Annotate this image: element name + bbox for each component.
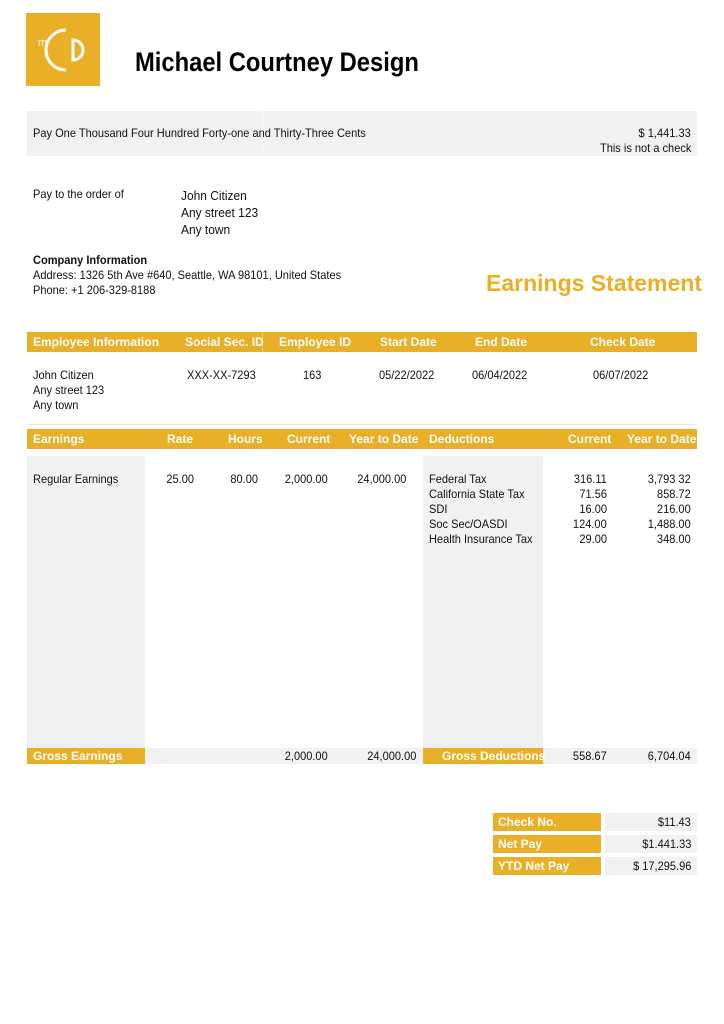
employee-name: John Citizen: [33, 368, 94, 382]
company-address: Address: 1326 5th Ave #640, Seattle, WA 98101, United States: [33, 268, 342, 282]
deduction-current: 71.56: [579, 487, 607, 501]
col-earnings: Earnings: [33, 432, 85, 446]
company-name: Michael Courtney Design: [135, 47, 419, 77]
pay-to-label: Pay to the order of: [33, 187, 124, 201]
deduction-label: California State Tax: [429, 487, 525, 501]
col-earnings-current: Current: [287, 432, 331, 446]
earning-rate: 25.00: [166, 472, 194, 486]
deduction-current: 16.00: [579, 502, 607, 516]
check-date-value: 06/07/2022: [593, 368, 649, 382]
check-no-value: $11.43: [658, 815, 691, 829]
col-employee-information: Employee Information: [33, 335, 160, 349]
deduction-label: Federal Tax: [429, 472, 487, 486]
net-pay-value: $1.441.33: [641, 837, 691, 851]
employee-town: Any town: [33, 398, 79, 412]
col-deductions: Deductions: [429, 432, 495, 446]
deduction-ytd: 348.00: [657, 532, 691, 546]
ytd-net-pay-label: YTD Net Pay: [498, 859, 570, 873]
deduction-ytd: 3,793 32: [648, 472, 691, 486]
col-end-date: End Date: [475, 335, 528, 349]
payee-name: John Citizen: [181, 188, 247, 203]
deduction-ytd: 858.72: [657, 487, 691, 501]
svg-text:m: m: [38, 37, 48, 49]
payee-address: [181, 187, 265, 238]
col-earnings-ytd: Year to Date: [349, 432, 419, 446]
deduction-current: 124.00: [573, 517, 607, 531]
col-rate: Rate: [167, 432, 194, 446]
employee-table-header: [27, 332, 697, 352]
not-a-check-note: This is not a check: [599, 141, 691, 155]
gross-deductions-label-cell: [423, 748, 546, 764]
employee-address: [33, 368, 110, 413]
pay-amount-band: [27, 111, 697, 156]
employee-street: Any street 123: [33, 383, 105, 397]
net-pay-label: Net Pay: [498, 837, 543, 851]
summary-row-check-no: [493, 813, 697, 831]
gross-earnings-label: Gross Earnings: [33, 749, 123, 763]
summary-row-ytd-net-pay: [493, 857, 697, 875]
gross-earnings-label-cell: [27, 748, 145, 764]
col-check-date: Check Date: [590, 335, 656, 349]
earning-ytd: 24,000.00: [356, 472, 406, 486]
employee-ssn: XXX-XX-7293: [187, 368, 256, 382]
deduction-current: 316.11: [574, 472, 607, 486]
payee-town: Any town: [181, 222, 231, 237]
employee-id-value: 163: [303, 368, 322, 382]
deduction-label: Health Insurance Tax: [429, 532, 533, 546]
ytd-net-pay-value: $ 17,295.96: [632, 859, 691, 873]
end-date-value: 06/04/2022: [472, 368, 528, 382]
check-no-label: Check No.: [498, 815, 557, 829]
col-social-sec-id: Social Sec. ID: [185, 335, 264, 349]
gross-earnings-ytd: 24,000.00: [366, 749, 416, 763]
deduction-current: 29.00: [579, 532, 607, 546]
gross-earnings-current: 2,000.00: [285, 749, 328, 763]
statement-title: Earnings Statement: [486, 270, 702, 296]
gross-deductions-ytd: 6,704.04: [648, 749, 691, 763]
company-info: [33, 253, 368, 298]
summary-row-net-pay: [493, 835, 697, 853]
col-hours: Hours: [228, 432, 263, 446]
col-employee-id: Employee ID: [279, 335, 352, 349]
company-phone: Phone: +1 206-329-8188: [33, 283, 156, 297]
col-start-date: Start Date: [380, 335, 437, 349]
pay-summary: [493, 813, 697, 875]
earning-hours: 80.00: [230, 472, 258, 486]
deduction-ytd: 1,488.00: [648, 517, 691, 531]
gross-deductions-label: Gross Deductions: [442, 749, 546, 763]
start-date-value: 05/22/2022: [379, 368, 435, 382]
deduction-label: Soc Sec/OASDI: [429, 517, 508, 531]
company-info-heading: Company Information: [33, 253, 148, 267]
gross-deductions-current: 558.67: [573, 749, 607, 763]
company-logo: [26, 13, 100, 86]
earning-label: Regular Earnings: [33, 472, 119, 486]
col-deductions-current: Current: [568, 432, 612, 446]
earning-current: 2,000.00: [285, 472, 328, 486]
col-deductions-ytd: Year to Date: [627, 432, 697, 446]
amount-in-words: Pay One Thousand Four Hundred Forty-one and Thirty-Three Cents: [33, 126, 366, 140]
deduction-label: SDI: [429, 502, 448, 516]
payee-street: Any street 123: [181, 205, 259, 220]
earnings-label-column: [27, 456, 145, 748]
mcd-logo-icon: [26, 13, 100, 86]
pay-amount: $ 1,441.33: [638, 126, 691, 140]
earnings-deductions-header: [27, 429, 697, 449]
deduction-ytd: 216.00: [657, 502, 691, 516]
